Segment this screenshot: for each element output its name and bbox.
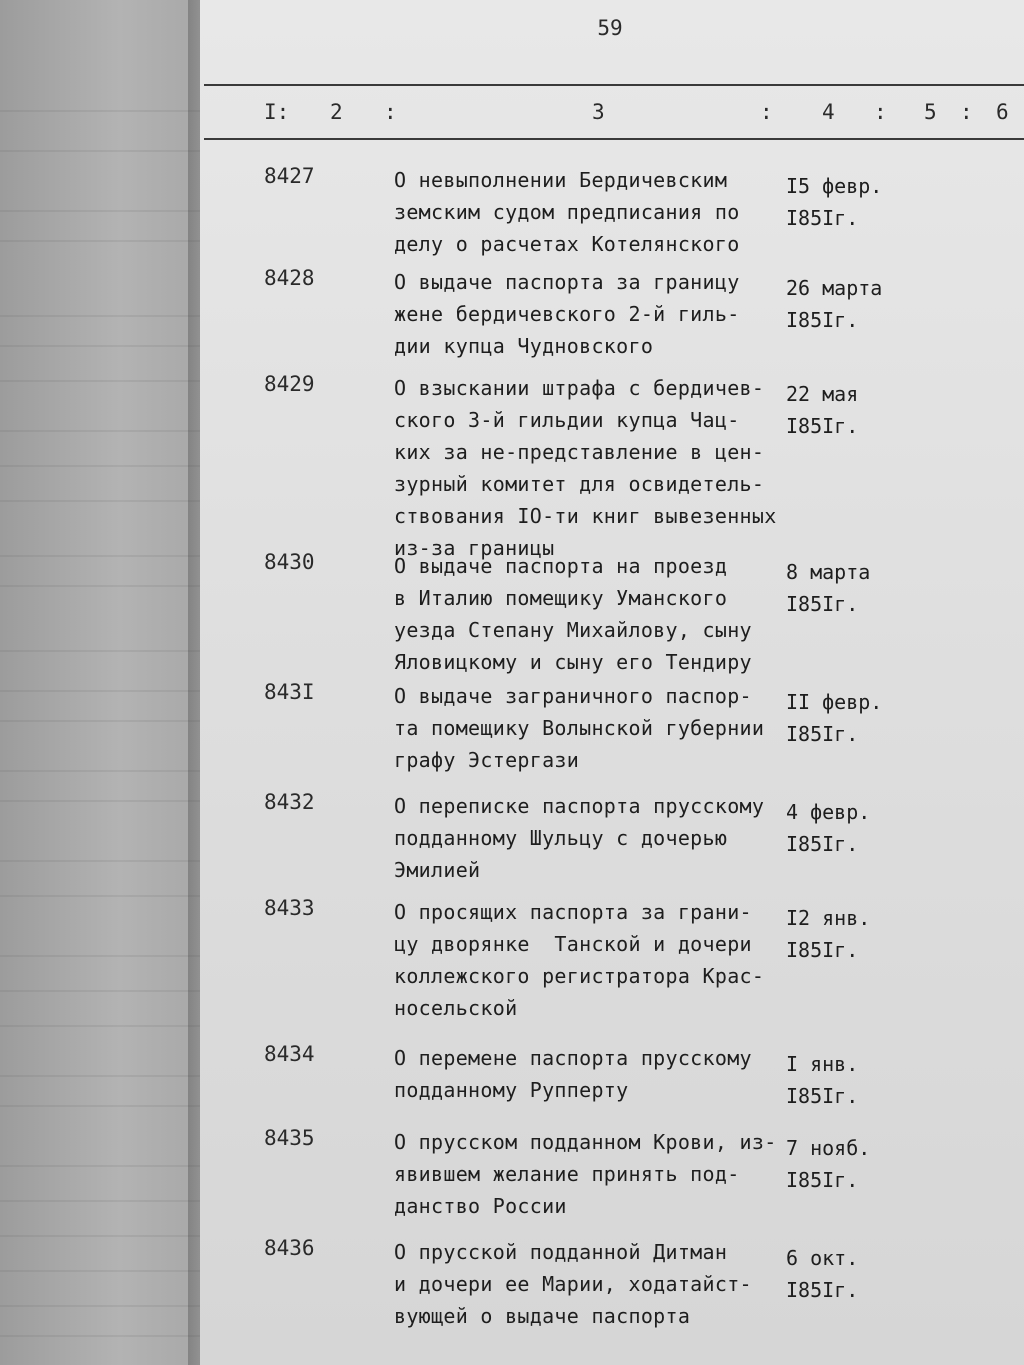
record-date bbox=[786, 902, 870, 966]
description-line: О выдаче заграничного паспор- bbox=[394, 684, 752, 708]
date-year: I85Iг. bbox=[786, 1278, 859, 1302]
description-line: в Италию помещику Уманского bbox=[394, 586, 728, 610]
record-date bbox=[786, 1242, 858, 1306]
record-number: 8427 bbox=[264, 164, 315, 188]
date-day: I5 февр. bbox=[786, 174, 883, 198]
description-line: делу о расчетах Котелянского bbox=[394, 232, 740, 256]
record-date bbox=[786, 378, 858, 442]
description-line: подданному Шульцу с дочерью bbox=[394, 826, 728, 850]
record-description bbox=[394, 1126, 814, 1222]
date-day: I янв. bbox=[786, 1052, 859, 1076]
description-line: зурный комитет для освидетель- bbox=[394, 472, 765, 496]
header-separator-2: : bbox=[760, 100, 773, 124]
record-date bbox=[786, 170, 882, 234]
description-line: О прусской подданной Дитман bbox=[394, 1240, 728, 1264]
date-year: I85Iг. bbox=[786, 592, 859, 616]
header-col-4: 4 bbox=[822, 100, 835, 124]
record-description bbox=[394, 1042, 814, 1106]
document-page bbox=[200, 0, 1024, 1365]
record-date bbox=[786, 272, 882, 336]
header-rule-top bbox=[204, 84, 1024, 86]
record-number: 8434 bbox=[264, 1042, 315, 1066]
description-line: дии купца Чудновского bbox=[394, 334, 654, 358]
date-day: 26 марта bbox=[786, 276, 883, 300]
record-number: 8433 bbox=[264, 896, 315, 920]
description-line: та помещику Волынской губернии bbox=[394, 716, 765, 740]
record-description bbox=[394, 164, 814, 260]
description-line: жене бердичевского 2-й гиль- bbox=[394, 302, 740, 326]
description-line: из-за границы bbox=[394, 536, 555, 560]
description-line: О выдаче паспорта за границу bbox=[394, 270, 740, 294]
date-day: 6 окт. bbox=[786, 1246, 859, 1270]
description-line: О просящих паспорта за грани- bbox=[394, 900, 752, 924]
description-line: графу Эстергази bbox=[394, 748, 580, 772]
record-description bbox=[394, 1236, 814, 1332]
date-year: I85Iг. bbox=[786, 722, 859, 746]
description-line: уезда Степану Михайлову, сыну bbox=[394, 618, 752, 642]
description-line: О выдаче паспорта на проезд bbox=[394, 554, 728, 578]
header-separator-1: : bbox=[384, 100, 397, 124]
date-year: I85Iг. bbox=[786, 206, 859, 230]
record-number: 8436 bbox=[264, 1236, 315, 1260]
description-line: вующей о выдаче паспорта bbox=[394, 1304, 691, 1328]
header-col-3: 3 bbox=[592, 100, 605, 124]
description-line: носельской bbox=[394, 996, 518, 1020]
date-year: I85Iг. bbox=[786, 938, 859, 962]
description-line: Эмилией bbox=[394, 858, 481, 882]
record-number: 8428 bbox=[264, 266, 315, 290]
date-year: I85Iг. bbox=[786, 1084, 859, 1108]
record-date bbox=[786, 686, 882, 750]
date-day: 22 мая bbox=[786, 382, 859, 406]
header-separator-3: : bbox=[874, 100, 887, 124]
record-date bbox=[786, 796, 870, 860]
header-col-2: 2 bbox=[330, 100, 343, 124]
record-description bbox=[394, 550, 814, 678]
record-number: 8435 bbox=[264, 1126, 315, 1150]
record-number: 8432 bbox=[264, 790, 315, 814]
description-line: явившем желание принять под- bbox=[394, 1162, 740, 1186]
header-rule-bottom bbox=[204, 138, 1024, 140]
header-col-1: I: bbox=[264, 100, 290, 124]
description-line: и дочери ее Марии, ходатайст- bbox=[394, 1272, 752, 1296]
record-date bbox=[786, 1048, 858, 1112]
date-day: 7 нояб. bbox=[786, 1136, 871, 1160]
date-day: 8 марта bbox=[786, 560, 871, 584]
date-day: 4 февр. bbox=[786, 800, 871, 824]
description-line: подданному Рупперту bbox=[394, 1078, 629, 1102]
description-line: О перемене паспорта прусскому bbox=[394, 1046, 752, 1070]
description-line: земским судом предписания по bbox=[394, 200, 740, 224]
description-line: цу дворянке Танской и дочери bbox=[394, 932, 752, 956]
header-col-6: 6 bbox=[996, 100, 1009, 124]
description-line: О взыскании штрафа с бердичев- bbox=[394, 376, 765, 400]
record-description bbox=[394, 790, 814, 886]
description-line: О переписке паспорта прусскому bbox=[394, 794, 765, 818]
description-line: ких за не-представление в цен- bbox=[394, 440, 765, 464]
description-line: ского 3-й гильдии купца Чац- bbox=[394, 408, 740, 432]
record-number: 8429 bbox=[264, 372, 315, 396]
record-description bbox=[394, 896, 814, 1024]
description-line: коллежского регистратора Крас- bbox=[394, 964, 765, 988]
date-day: II февр. bbox=[786, 690, 883, 714]
description-line: данство России bbox=[394, 1194, 567, 1218]
record-description bbox=[394, 266, 814, 362]
description-line: О невыполнении Бердичевским bbox=[394, 168, 728, 192]
record-date bbox=[786, 556, 870, 620]
date-year: I85Iг. bbox=[786, 832, 859, 856]
date-day: I2 янв. bbox=[786, 906, 871, 930]
record-description bbox=[394, 680, 814, 776]
description-line: О прусском подданном Крови, из- bbox=[394, 1130, 777, 1154]
record-number: 8430 bbox=[264, 550, 315, 574]
adjacent-page-edge bbox=[0, 0, 200, 1365]
description-line: ствования IO-ти книг вывезенных bbox=[394, 504, 777, 528]
record-date bbox=[786, 1132, 870, 1196]
record-number: 843I bbox=[264, 680, 315, 704]
record-description bbox=[394, 372, 814, 564]
date-year: I85Iг. bbox=[786, 308, 859, 332]
header-col-5: 5 bbox=[924, 100, 937, 124]
date-year: I85Iг. bbox=[786, 1168, 859, 1192]
header-separator-4: : bbox=[960, 100, 973, 124]
date-year: I85Iг. bbox=[786, 414, 859, 438]
description-line: Яловицкому и сыну его Тендиру bbox=[394, 650, 752, 674]
page-number: 59 bbox=[597, 16, 623, 40]
